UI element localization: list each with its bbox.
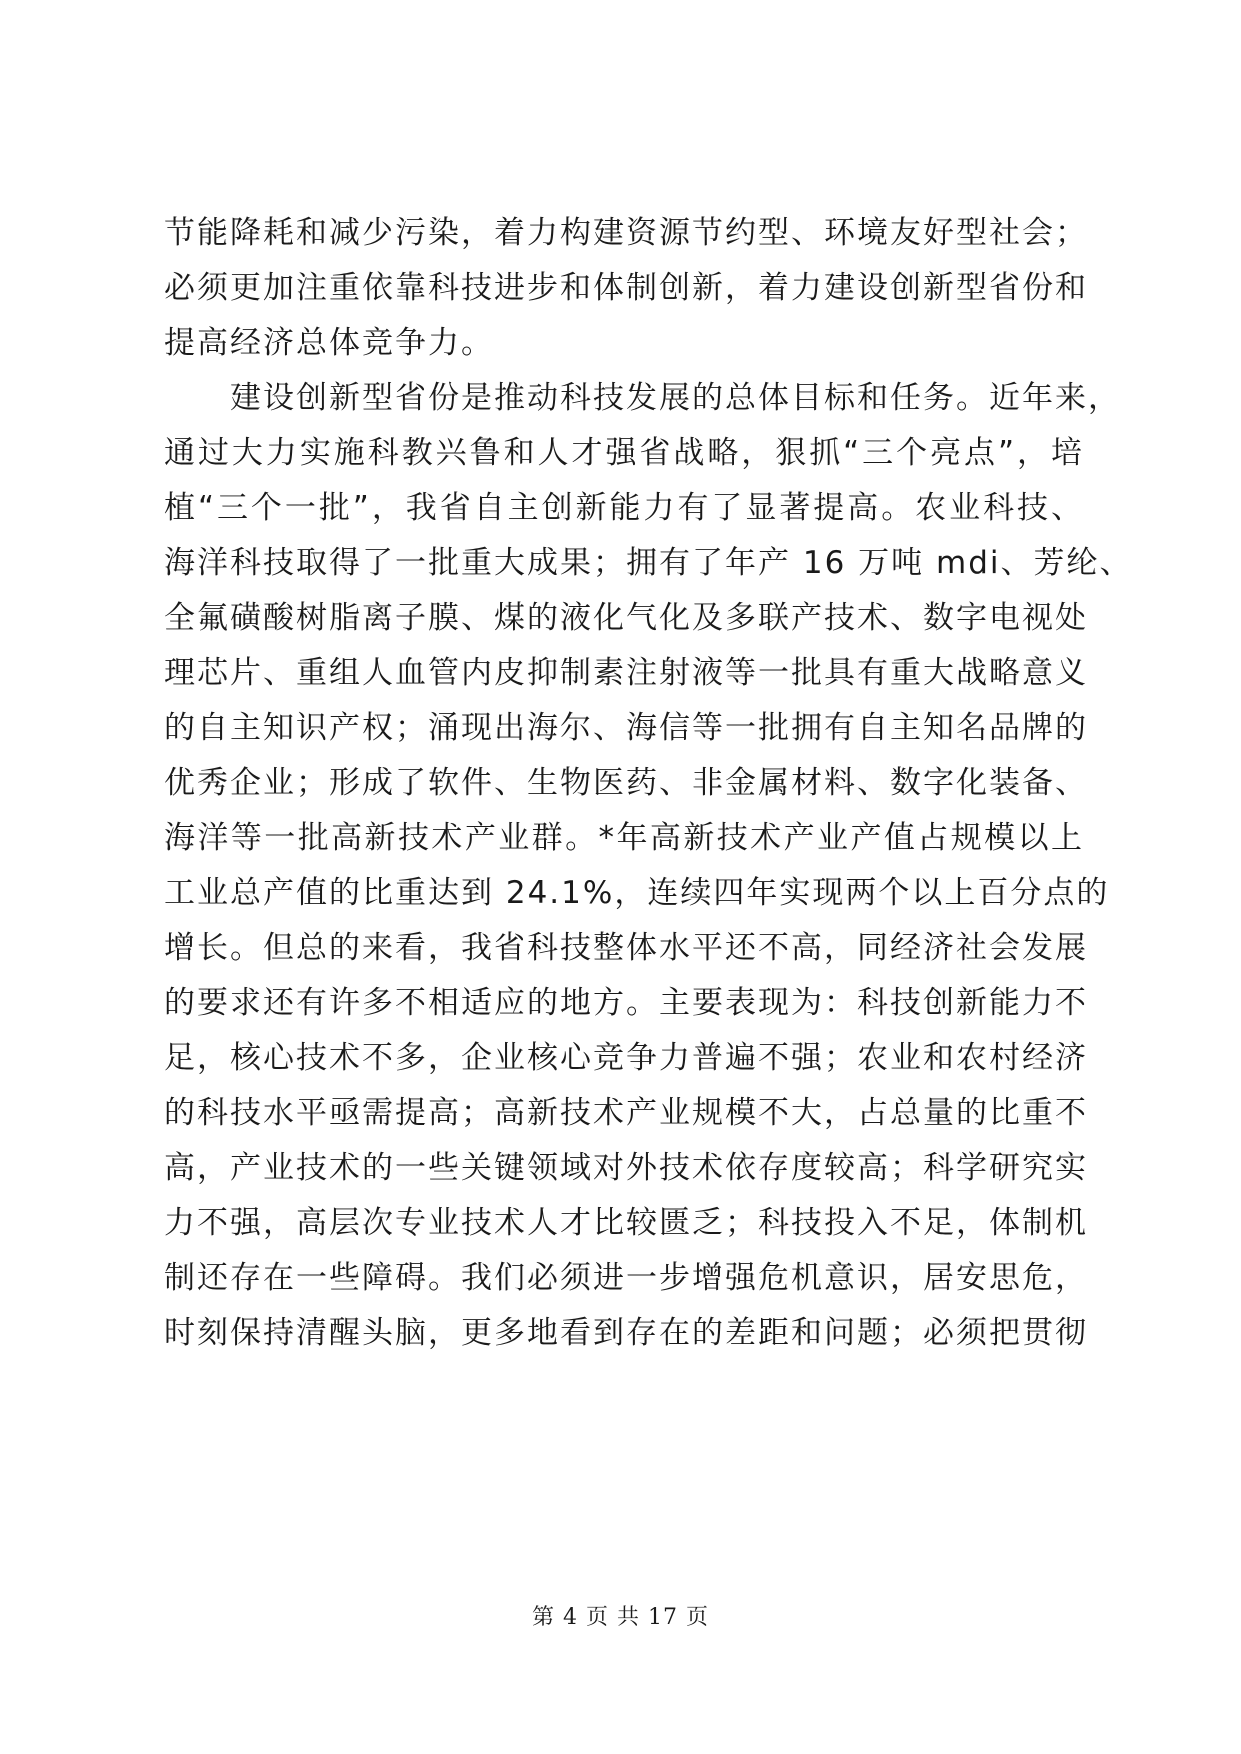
text-line: 时刻保持清醒头脑，更多地看到存在的差距和问题；必须把贯彻	[164, 1315, 1088, 1351]
paragraph-first-line: 建设创新型省份是推动科技发展的总体目标和任务。近年来，	[230, 380, 1121, 416]
text-line: 力不强，高层次专业技术人才比较匮乏；科技投入不足，体制机	[164, 1205, 1088, 1241]
text-line: 的要求还有许多不相适应的地方。主要表现为：科技创新能力不	[164, 985, 1088, 1021]
text-line: 海洋等一批高新技术产业群。*年高新技术产业产值占规模以上	[164, 820, 1084, 856]
text-line: 植“三个一批”，我省自主创新能力有了显著提高。农业科技、	[164, 490, 1084, 526]
text-line: 理芯片、重组人血管内皮抑制素注射液等一批具有重大战略意义	[164, 655, 1088, 691]
text-line: 高，产业技术的一些关键领域对外技术依存度较高；科学研究实	[164, 1150, 1088, 1186]
text-line: 制还存在一些障碍。我们必须进一步增强危机意识，居安思危，	[164, 1260, 1088, 1296]
text-line: 节能降耗和减少污染，着力构建资源节约型、环境友好型社会；	[164, 215, 1088, 251]
text-line: 足，核心技术不多，企业核心竞争力普遍不强；农业和农村经济	[164, 1040, 1088, 1076]
text-line: 必须更加注重依靠科技进步和体制创新，着力建设创新型省份和	[164, 270, 1088, 306]
text-line: 提高经济总体竞争力。	[164, 325, 494, 361]
text-line: 的自主知识产权；涌现出海尔、海信等一批拥有自主知名品牌的	[164, 710, 1088, 746]
text-line: 增长。但总的来看，我省科技整体水平还不高，同经济社会发展	[164, 930, 1088, 966]
text-line: 的科技水平亟需提高；高新技术产业规模不大，占总量的比重不	[164, 1095, 1088, 1131]
text-line: 海洋科技取得了一批重大成果；拥有了年产 16 万吨 mdi、芳纶、	[164, 545, 1133, 581]
page-number-footer: 第 4 页 共 17 页	[532, 1605, 709, 1630]
text-line: 优秀企业；形成了软件、生物医药、非金属材料、数字化装备、	[164, 765, 1088, 801]
text-line: 工业总产值的比重达到 24.1%，连续四年实现两个以上百分点的	[164, 875, 1110, 911]
text-line: 全氟磺酸树脂离子膜、煤的液化气化及多联产技术、数字电视处	[164, 600, 1088, 636]
text-line: 通过大力实施科教兴鲁和人才强省战略，狠抓“三个亮点”，培	[164, 435, 1084, 471]
